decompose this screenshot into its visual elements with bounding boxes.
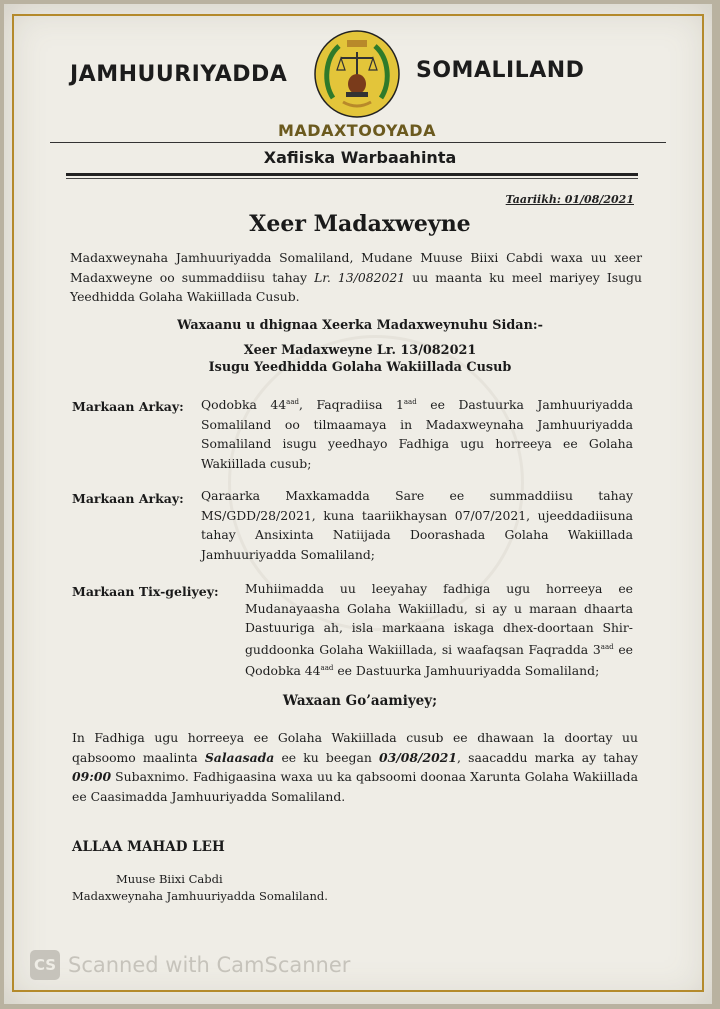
watermark-text: Scanned with CamScanner [68, 953, 351, 977]
decision-paragraph: In Fadhiga ugu horreeya ee Golaha Wakiillada cusub ee dhawaan la doortay uu qabsoomo maalinta Salaasada ee ku beegan 03/08/2021, saacaddu marka ay tahay 09:00 Subaxnimo. Fadhigaasina waxa uu ka qabsoomi doonaa Xarunta Golaha Wakiillada ee Caasimadda Jamhuuriyadda Somaliland. [72, 730, 638, 804]
signatory-name: Muuse Biixi Cabdi [116, 872, 223, 886]
clause-label: Markaan Arkay: [72, 399, 184, 414]
clause-text: Qaraarka Maxkamadda Sare ee summaddiisu tahay MS/GDD/28/2021, kuna taariikhaysan 07/07/2021, ujeeddadiisuna tahay Ansixinta Natiijada Doorashada Golaha Wakiillada Jamhuuriyadda Somaliland; [201, 488, 633, 562]
meeting-day: Salaasada [204, 749, 275, 765]
divider-thin [66, 178, 638, 179]
divider [50, 142, 666, 143]
somaliland-emblem [313, 28, 401, 118]
clause-text: Qodobka $44^{aad}$, Faqradiisa $1^{aad}$ ee Dastuurka Jamhuuriyadda Somaliland oo tilmaamaya in Madaxweynaha Jamhuuriyadda Somaliland isugu yeedhayo Fadhiga ugu horreeya ee Golaha Wakiillada cusub; [201, 397, 633, 471]
decision-heading: Waxaan Go’aamiyey; [282, 693, 438, 709]
office-name: MADAXTOOYADA [278, 121, 436, 140]
signatory-title: Madaxweynaha Jamhuuriyadda Somaliland. [72, 889, 328, 903]
decree-title: Isugu Yeedhidda Golaha Wakiillada Cusub [208, 360, 512, 375]
intro-paragraph: Madaxweynaha Jamhuuriyadda Somaliland, Mudane Muuse Biixi Cabdi waxa uu xeer Madaxweyne oo summaddiisu tahay Lr. 13/082021 uu maanta ku meel mariyey Isugu Yeedhidda Golaha Wakiillada Cusub. [70, 250, 642, 304]
decree-reference: Lr. 13/082021 [314, 269, 406, 285]
decree-reference-heading: Xeer Madaxweyne Lr. 13/082021 [243, 343, 477, 358]
meeting-date: 03/08/2021 [379, 749, 458, 765]
closing-phrase: ALLAA MAHAD LEH [72, 839, 225, 855]
document-title: Xeer Madaxweyne [249, 211, 471, 237]
clause-text: Muhiimadda uu leeyahay fadhiga ugu horreeya ee Mudanayaasha Golaha Wakiilladu, si ay u maraan dhaarta Dastuuriga ah, isla markaana iskaga dhex-doortaan Shir-guddoonka Golaha Wakiillada, si waafaqsan Faqradda $3^{aad}$ ee Qodobka $44^{aad}$ ee Dastuurka Jamhuuriyadda Somaliland; [245, 581, 633, 679]
header-left-text: JAMHUURIYADDA [70, 62, 288, 87]
scanner-watermark [30, 950, 350, 980]
divider-thick [66, 173, 638, 176]
header-right-text: SOMALILAND [416, 58, 585, 83]
department-name: Xafiiska Warbaahinta [263, 148, 457, 167]
clause-label: Markaan Arkay: [72, 491, 184, 506]
subheading: Waxaanu u dhignaa Xeerka Madaxweynuhu Sidan:- [177, 318, 543, 333]
meeting-time: 09:00 [72, 769, 112, 784]
clause-label: Markaan Tix-geliyey: [72, 584, 219, 599]
document-date: Taariikh: 01/08/2021 [505, 193, 634, 206]
camscanner-logo-icon: CS [30, 950, 60, 980]
